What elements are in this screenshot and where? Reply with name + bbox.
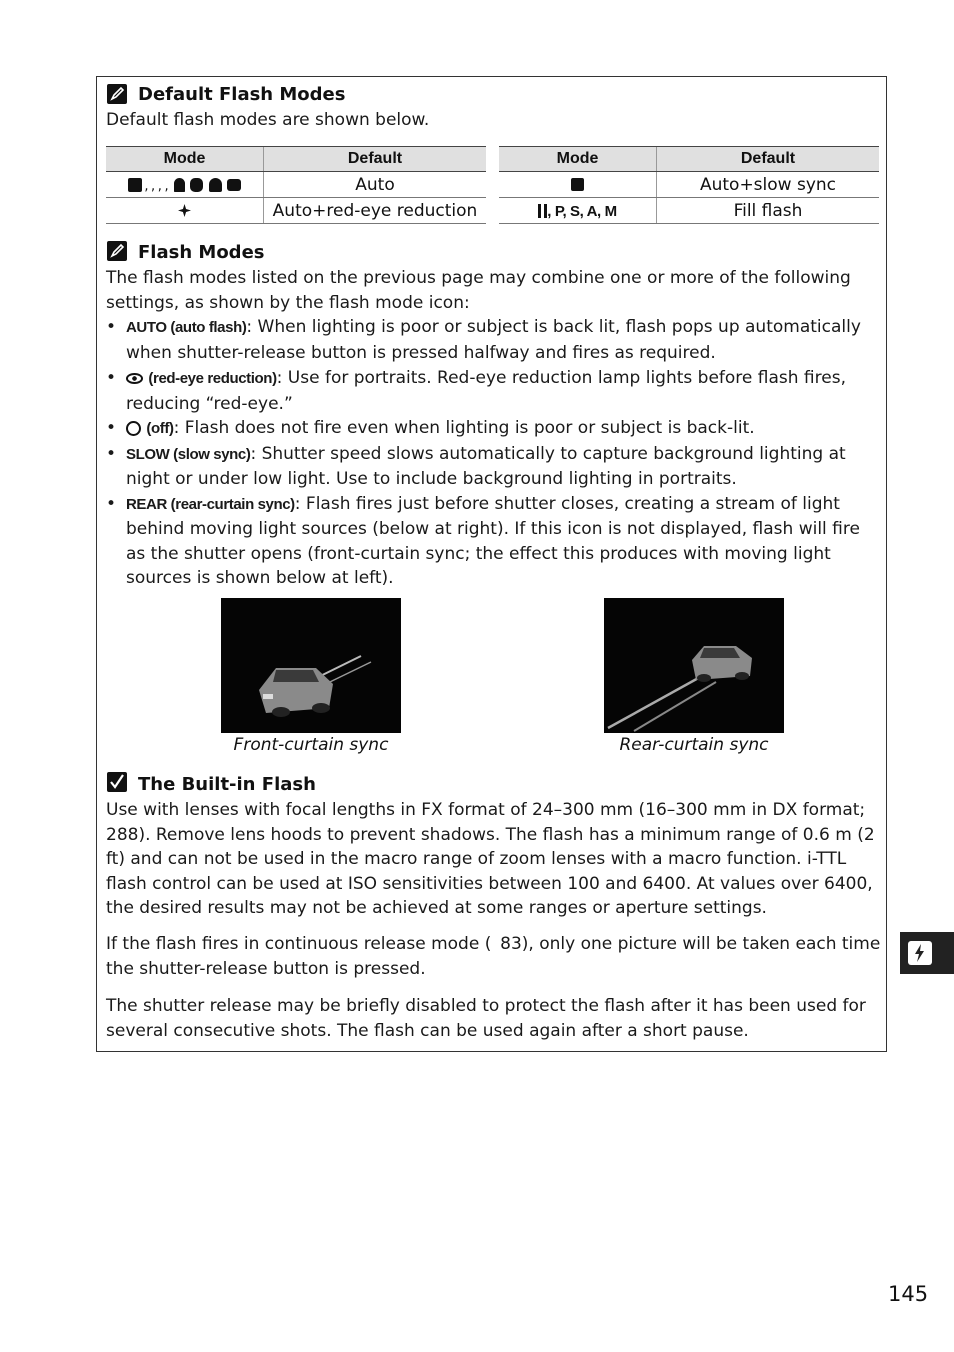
auto-flash-text: : When lighting is poor or subject is back lit, flash pops up automatically when shutter-release button is pressed halfway and fires as required.	[126, 317, 861, 363]
default-value: Auto	[264, 172, 487, 198]
default-value: Auto+slow sync	[657, 172, 880, 198]
psam-modes: , P, S, A, M	[547, 202, 617, 220]
bullet-dot: •	[106, 443, 117, 464]
flash-off-text: : Flash does not fire even when lighting is poor or subject is back-lit.	[173, 418, 755, 438]
red-eye-text: : Use for portraits. Red-eye reduction lamp lights before flash fires, reducing “red-eye.”	[126, 368, 846, 414]
flash-off-label: (off)	[146, 420, 174, 437]
rear-curtain-caption: Rear-curtain sync	[619, 735, 769, 755]
builtin-flash-para3: The shutter release may be briefly disabled to protect the flash after it has been used for several consecutive shots. The flash can be used again after a short pause.	[106, 996, 866, 1041]
table-header-mode: Mode	[499, 147, 657, 172]
default-value: Auto+red-eye reduction	[264, 198, 487, 224]
table-header-mode: Mode	[106, 147, 264, 172]
table-header-default: Default	[264, 147, 487, 172]
slow-sync-label: SLOW (slow sync)	[126, 445, 251, 463]
builtin-flash-para2: If the flash fires in continuous release mode ( 83), only one picture will be taken each time the shutter-release button is pressed.	[106, 934, 881, 979]
chapter-side-tab	[900, 932, 954, 974]
bullet-dot: •	[106, 317, 117, 337]
rear-sync-text: : Flash fires just before shutter closes, creating a stream of light behind moving light sources (below at right). If this icon is not displayed, flash will fire as the shutter opens (front-curtain sync; the effect this produces with moving light sources is shown below at left).	[126, 493, 860, 588]
builtin-flash-title: The Built-in Flash	[138, 774, 316, 795]
page-number: 145	[888, 1282, 929, 1306]
bullet-dot: •	[106, 368, 117, 388]
page-frame	[96, 76, 887, 1052]
red-eye-label: (red-eye reduction)	[148, 370, 277, 387]
default-flash-modes-title: Default Flash Modes	[138, 84, 346, 105]
builtin-flash-para1: Use with lenses with focal lengths in FX format of 24–300 mm (16–300 mm in DX format; 288). Remove lens hoods to prevent shadows. The flash has a minimum range of 0.6 m (2 ft) and can not be used in the macro range of zoom lenses with a macro function. i-TTL flash control can be used at ISO sensitivities between 100 and 6400. At values over 6400, the desired results may not be achieved at some ranges or aperture settings.	[106, 800, 875, 918]
auto-flash-label: AUTO (auto flash)	[126, 319, 247, 336]
flash-tab-icon	[908, 941, 932, 965]
front-curtain-caption: Front-curtain sync	[233, 735, 389, 755]
bullet-dot: •	[106, 493, 117, 514]
bullet-dot: •	[106, 418, 117, 438]
slow-sync-text: : Shutter speed slows automatically to capture background lighting at night or under low light. Use to include background lighting in portraits.	[126, 443, 846, 489]
rear-sync-label: REAR (rear-curtain sync)	[126, 495, 295, 513]
flash-modes-title: Flash Modes	[138, 242, 265, 263]
default-value: Fill flash	[657, 198, 880, 224]
flash-modes-intro: The flash modes listed on the previous page may combine one or more of the following settings, as shown by the flash mode icon:	[106, 268, 851, 313]
default-flash-modes-intro: Default flash modes are shown below.	[106, 110, 430, 130]
table-header-default: Default	[657, 147, 880, 172]
mode-icons-separators: , , , ,	[141, 178, 169, 194]
